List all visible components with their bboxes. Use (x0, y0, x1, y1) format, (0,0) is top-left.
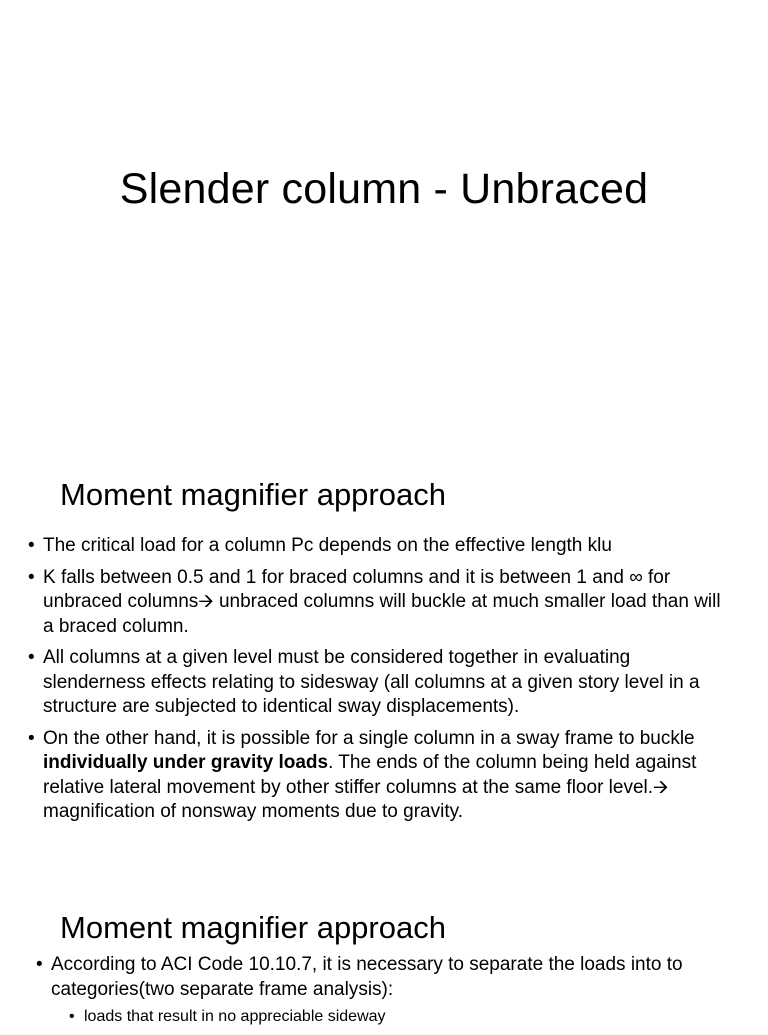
bullet-dot-icon: • (69, 1008, 75, 1025)
bullet-list (36, 953, 756, 1035)
bullet-text-part: . The ends of the column being held against relative lateral movement by other stiffer columns at the same floor level.🡪 magnification of nonsway moments due to gravity. (43, 752, 697, 822)
slide-title-text: Slender column - Unbraced (119, 165, 649, 213)
bullet-dot-icon: • (28, 647, 35, 668)
sub-bullet-text: loads that result in no appreciable sideway (84, 1008, 386, 1025)
bullet-item (36, 953, 756, 1028)
bullet-dot-icon: • (28, 727, 35, 749)
slide-heading: Moment magnifier approach (60, 910, 446, 945)
bullet-list (28, 534, 728, 832)
bullet-text: All columns at a given level must be considered together in evaluating slenderness effects relating to sidesway (all columns at a given story level in a structure are subjected to identical sway displacements). (43, 647, 700, 717)
slide-moment-magnifier-1 (0, 470, 768, 900)
bullet-text: The critical load for a column Pc depends on the effective length klu (43, 535, 612, 556)
bullet-text: According to ACI Code 10.10.7, it is necessary to separate the loads into to categories(two separate frame analysis): (51, 954, 683, 1000)
slide-moment-magnifier-2 (0, 900, 768, 1024)
bullet-dot-icon: • (28, 535, 35, 556)
bullet-dot-icon: • (28, 566, 35, 588)
bullet-dot-icon: • (36, 954, 43, 975)
bullet-item (28, 646, 728, 720)
bullet-item (28, 534, 728, 559)
slide-heading: Moment magnifier approach (60, 477, 446, 512)
bullet-item (28, 566, 728, 640)
bullet-text-part: On the other hand, it is possible for a single column in a sway frame to buckle (43, 727, 695, 749)
sub-bullet-item (69, 1006, 756, 1028)
slide-title (0, 0, 768, 470)
sub-bullet-list (51, 1006, 756, 1028)
bullet-text: K falls between 0.5 and 1 for braced columns and it is between 1 and ∞ for unbraced columns🡪 unbraced columns will buckle at much smaller load than will a braced column. (43, 566, 721, 637)
bullet-text-emphasis: individually under gravity loads (43, 752, 329, 773)
bullet-item (28, 727, 728, 825)
